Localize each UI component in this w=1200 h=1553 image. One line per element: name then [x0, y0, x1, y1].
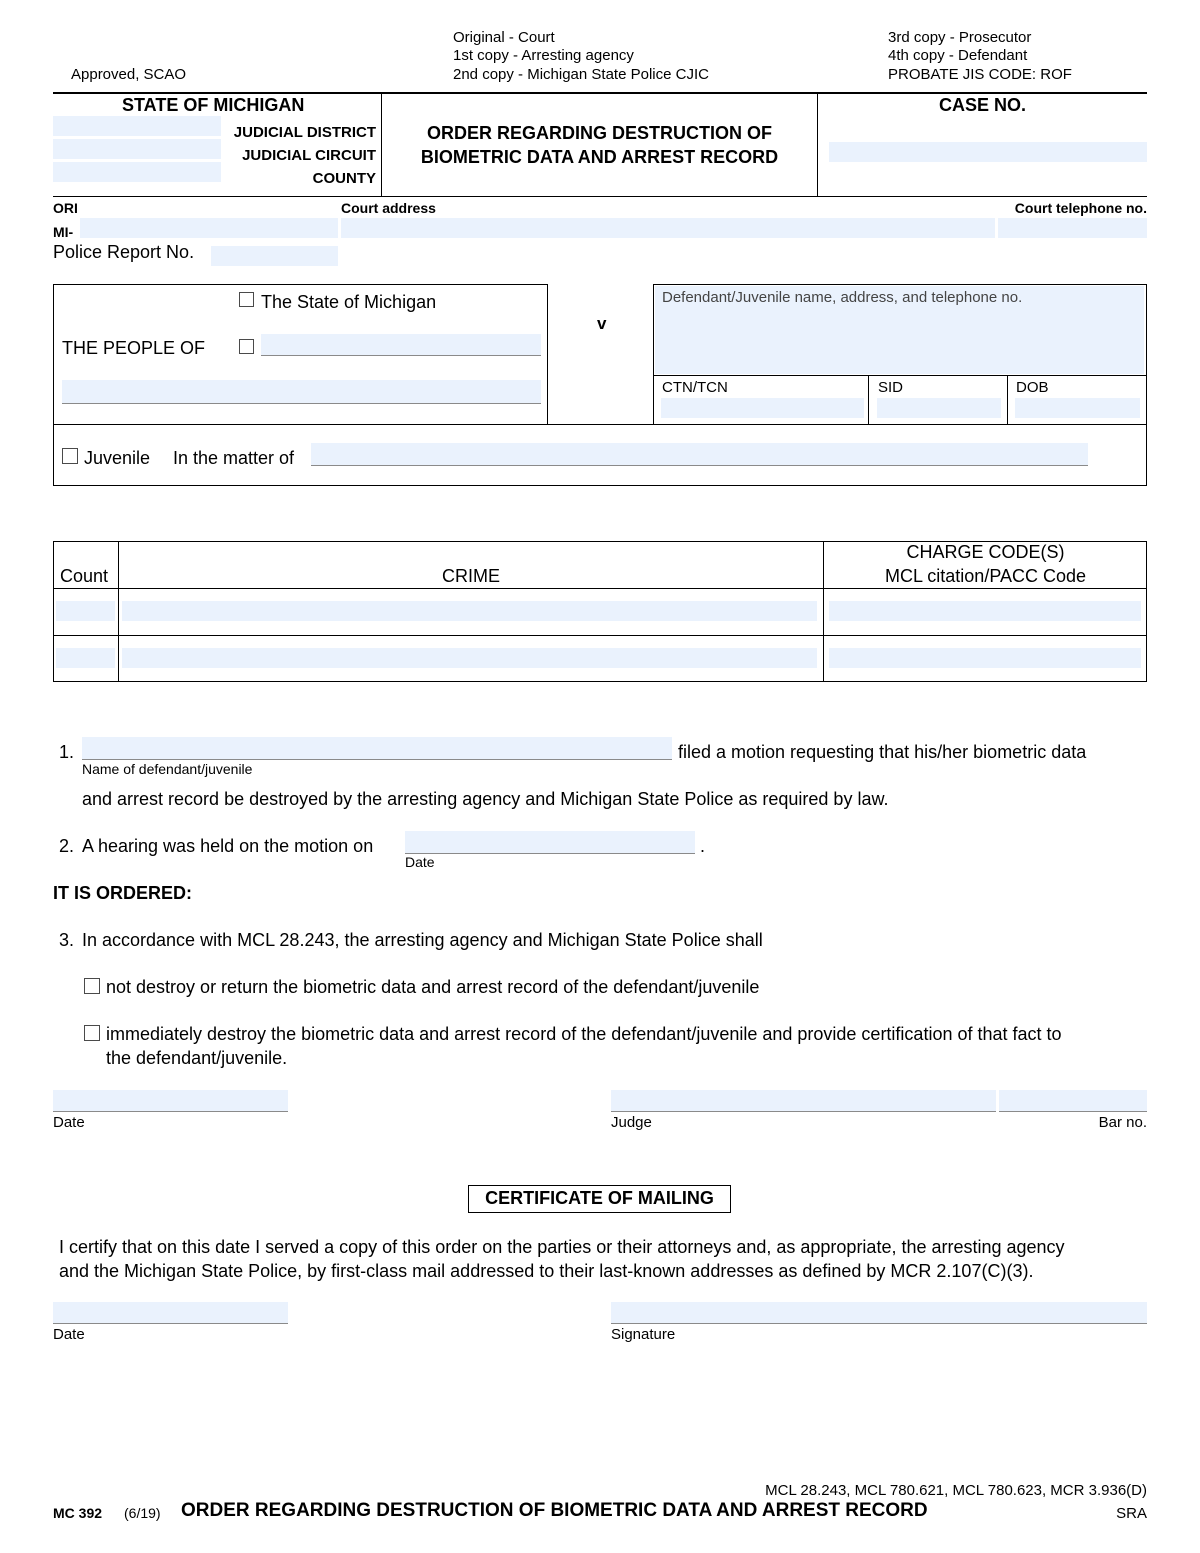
item1-text: filed a motion requesting that his/her biometric data — [678, 742, 1087, 762]
code-field-1[interactable] — [829, 601, 1141, 621]
state-heading: STATE OF MICHIGAN — [122, 95, 305, 115]
not-destroy-label: not destroy or return the biometric data and arrest record of the defendant/juvenile — [106, 977, 760, 997]
header-row-rule — [53, 588, 1147, 589]
people-top-border — [53, 284, 548, 285]
bar-no-label: Bar no. — [1098, 1114, 1147, 1131]
plaintiff-extra-field[interactable] — [62, 380, 541, 404]
copy-fourth: 4th copy - Defendant — [888, 47, 1028, 64]
court-address-label: Court address — [341, 200, 436, 216]
destroy-checkbox[interactable] — [84, 1025, 100, 1041]
defendant-label: Defendant/Juvenile name, address, and telephone no. — [662, 289, 1023, 306]
mi-prefix: MI- — [53, 224, 74, 240]
crime-field-1[interactable] — [122, 601, 817, 621]
bar-no-field[interactable] — [999, 1090, 1147, 1112]
footer-title: ORDER REGARDING DESTRUCTION OF BIOMETRIC DATA AND ARREST RECORD — [181, 1500, 928, 1521]
mailing-signature-field[interactable] — [611, 1302, 1147, 1324]
item1-continuation: and arrest record be destroyed by the arresting agency and Michigan State Police as required by law. — [82, 789, 889, 809]
item2-period: . — [700, 836, 706, 856]
item2-text: A hearing was held on the motion on — [82, 836, 374, 856]
state-of-michigan-checkbox[interactable] — [239, 292, 254, 307]
certificate-title: CERTIFICATE OF MAILING — [485, 1188, 714, 1208]
judicial-circuit-label: JUDICIAL CIRCUIT — [242, 147, 376, 164]
destroy-label-line2: the defendant/juvenile. — [106, 1048, 288, 1068]
defendant-left-border — [653, 284, 654, 425]
item1-caption: Name of defendant/juvenile — [82, 761, 253, 777]
it-is-ordered: IT IS ORDERED: — [53, 883, 193, 903]
sid-field[interactable] — [877, 398, 1001, 418]
sid-dob-divider — [1007, 375, 1008, 425]
people-of-label: THE PEOPLE OF — [62, 338, 206, 358]
destroy-label-line1: immediately destroy the biometric data and arrest record of the defendant/juvenile and provide certification of that fact to — [106, 1024, 1062, 1044]
approved-text: Approved, SCAO — [71, 66, 187, 83]
count-column-divider — [118, 541, 119, 682]
dob-field[interactable] — [1015, 398, 1140, 418]
item2-caption: Date — [405, 854, 435, 870]
code-field-2[interactable] — [829, 648, 1141, 668]
form-number: MC 392 — [53, 1505, 103, 1521]
court-phone-label: Court telephone no. — [1014, 200, 1147, 216]
charge-code-header-1: CHARGE CODE(S) — [906, 542, 1065, 562]
certificate-text-line1: I certify that on this date I served a copy of this order on the parties or their attorneys and, as appropriate, the arresting agency — [59, 1237, 1065, 1257]
crime-field-2[interactable] — [122, 648, 817, 668]
copy-original: Original - Court — [453, 29, 555, 46]
defendant-top-border — [653, 284, 1147, 285]
copy-second: 2nd copy - Michigan State Police CJIC — [453, 66, 709, 83]
item1-number: 1. — [59, 742, 75, 762]
court-address-field[interactable] — [341, 218, 995, 238]
juvenile-matter-field[interactable] — [311, 443, 1088, 466]
row1-rule — [53, 635, 1147, 636]
other-plaintiff-field[interactable] — [261, 334, 541, 356]
ctn-label: CTN/TCN — [662, 379, 728, 396]
case-no-label: CASE NO. — [938, 95, 1026, 115]
police-report-field[interactable] — [211, 246, 338, 266]
juvenile-checkbox[interactable] — [62, 448, 78, 464]
not-destroy-checkbox[interactable] — [84, 978, 100, 994]
copy-third: 3rd copy - Prosecutor — [888, 29, 1032, 46]
sid-label: SID — [878, 379, 904, 396]
ctn-sid-divider — [868, 375, 869, 425]
police-report-label: Police Report No. — [53, 242, 195, 262]
copy-first: 1st copy - Arresting agency — [453, 47, 634, 64]
item2-number: 2. — [59, 836, 75, 856]
judge-field[interactable] — [611, 1090, 996, 1112]
court-phone-field[interactable] — [998, 218, 1147, 238]
form-title-line2: BIOMETRIC DATA AND ARREST RECORD — [420, 147, 779, 167]
case-no-field[interactable] — [829, 142, 1147, 162]
defendant-name-field[interactable] — [82, 737, 672, 760]
header-top-rule — [53, 92, 1147, 94]
ctn-field[interactable] — [661, 398, 864, 418]
item3-text: In accordance with MCL 28.243, the arresting agency and Michigan State Police shall — [82, 930, 763, 950]
item3-number: 3. — [59, 930, 75, 950]
state-of-michigan-label: The State of Michigan — [261, 292, 437, 312]
count-field-2[interactable] — [56, 648, 115, 668]
header-divider-left — [381, 93, 382, 197]
dob-label: DOB — [1016, 379, 1049, 396]
mailing-signature-label: Signature — [611, 1326, 676, 1343]
order-date-label: Date — [53, 1114, 85, 1131]
ori-field[interactable] — [80, 218, 338, 238]
judge-label: Judge — [611, 1114, 652, 1131]
footer-citations: MCL 28.243, MCL 780.621, MCL 780.623, MCR 3.936(D) — [765, 1482, 1147, 1499]
charge-code-header-2: MCL citation/PACC Code — [884, 566, 1087, 586]
hearing-date-field[interactable] — [405, 831, 695, 854]
jis-code: PROBATE JIS CODE: ROF — [888, 66, 1072, 83]
form-revision: (6/19) — [124, 1505, 161, 1521]
count-header: Count — [60, 566, 109, 586]
order-date-field[interactable] — [53, 1090, 288, 1112]
juvenile-label: Juvenile — [84, 448, 151, 468]
mailing-date-field[interactable] — [53, 1302, 288, 1324]
form-title-line1: ORDER REGARDING DESTRUCTION OF — [426, 123, 772, 143]
other-plaintiff-checkbox[interactable] — [239, 339, 254, 354]
people-right-border — [547, 284, 548, 425]
parties-divider — [53, 424, 1147, 425]
county-field[interactable] — [53, 162, 221, 182]
crime-header: CRIME — [442, 566, 500, 586]
count-field-1[interactable] — [56, 601, 115, 621]
footer-sra: SRA — [1116, 1505, 1147, 1522]
county-label: COUNTY — [312, 170, 376, 187]
in-matter-of-label: In the matter of — [173, 448, 295, 468]
defendant-id-rule — [653, 375, 1147, 376]
versus-label: v — [597, 314, 607, 333]
circuit-field[interactable] — [53, 139, 221, 159]
mailing-date-label: Date — [53, 1326, 85, 1343]
judicial-district-label: JUDICIAL DISTRICT — [233, 124, 376, 141]
header-bottom-rule — [53, 196, 1147, 197]
certificate-text-line2: and the Michigan State Police, by first-class mail addressed to their last-known addresses as defined by MCR 2.107(C)(3). — [59, 1261, 1034, 1281]
ori-label: ORI — [53, 200, 78, 216]
district-field[interactable] — [53, 116, 221, 136]
